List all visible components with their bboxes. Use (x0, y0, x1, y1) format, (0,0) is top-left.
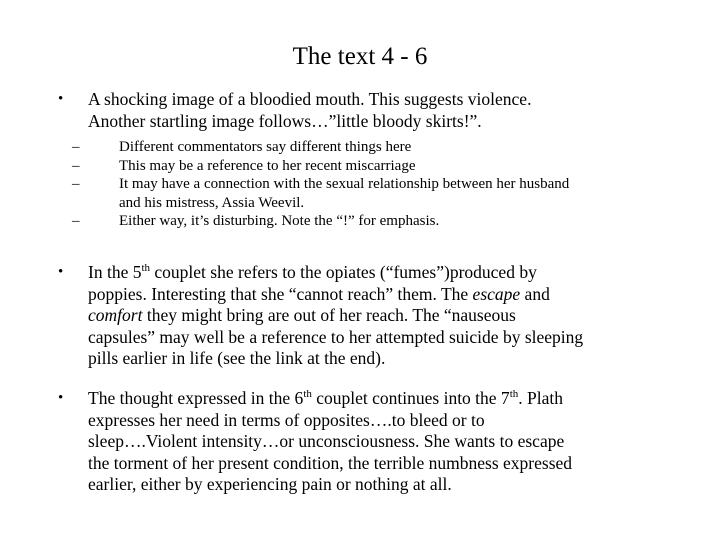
bullet-text-1 (58, 89, 658, 132)
sub-line: Different commentators say different things here (119, 139, 412, 155)
bullet-text-2 (58, 262, 658, 370)
text-run: . Plath (518, 388, 563, 408)
bullet-icon: • (58, 91, 64, 107)
bullet-icon: • (58, 264, 64, 280)
sub-line: It may have a connection with the sexual relationship between her husband (119, 176, 570, 192)
dash-icon: – (72, 157, 80, 174)
text-run: poppies. Interesting that she “cannot reach” them. The (88, 283, 473, 304)
bullet-text-3 (58, 388, 658, 496)
dash-icon: – (72, 139, 80, 155)
bullet-line: pills earlier in life (see the link at the end). (88, 348, 386, 368)
sub-item-1 (58, 138, 658, 157)
text-run: and (520, 283, 550, 304)
text-run: they might bring are out of her reach. The “nauseous (142, 305, 516, 325)
bullet-item-2 (58, 262, 658, 370)
bullet-line: Another startling image follows…”little bloody skirts!”. (88, 110, 482, 131)
emphasis: escape (472, 283, 521, 304)
superscript: th (509, 388, 519, 401)
sub-list (58, 138, 658, 231)
bullet-line: sleep….Violent intensity…or unconsciousness. She wants to escape (88, 431, 565, 451)
bullet-item-3 (58, 388, 658, 496)
dash-icon: – (72, 176, 80, 192)
bullet-line (88, 284, 658, 306)
bullet-line (88, 305, 658, 327)
text-run: In the 5 (88, 262, 142, 282)
sub-line: and his mistress, Assia Weevil. (119, 194, 305, 211)
slide-title: The text 4 - 6 (292, 43, 428, 70)
bullet-line (88, 262, 658, 284)
emphasis: comfort (88, 305, 143, 325)
sub-item-4 (58, 212, 658, 231)
sub-item-3 (58, 175, 658, 212)
superscript: th (303, 388, 312, 401)
text-run: couplet she refers to the opiates (“fumes”)produced by (150, 262, 537, 282)
text-run: The thought expressed in the 6 (88, 388, 304, 408)
bullet-line: A shocking image of a bloodied mouth. This suggests violence. (88, 89, 532, 109)
sub-line: This may be a reference to her recent miscarriage (119, 157, 416, 174)
superscript: th (141, 262, 151, 275)
bullet-line (88, 388, 658, 410)
dash-icon: – (72, 213, 80, 229)
text-run: couplet continues into the 7 (311, 388, 510, 408)
bullet-icon: • (58, 390, 64, 406)
bullet-line: capsules” may well be a reference to her attempted suicide by sleeping (88, 326, 584, 347)
sub-item-2 (58, 157, 658, 176)
bullet-line: the torment of her present condition, the terrible numbness expressed (88, 452, 573, 473)
bullet-line: earlier, either by experiencing pain or nothing at all. (88, 474, 452, 494)
sub-line: Either way, it’s disturbing. Note the “!” for emphasis. (119, 213, 440, 229)
bullet-line: expresses her need in terms of opposites….to bleed or to (88, 409, 485, 430)
bullet-item-1 (58, 89, 658, 231)
